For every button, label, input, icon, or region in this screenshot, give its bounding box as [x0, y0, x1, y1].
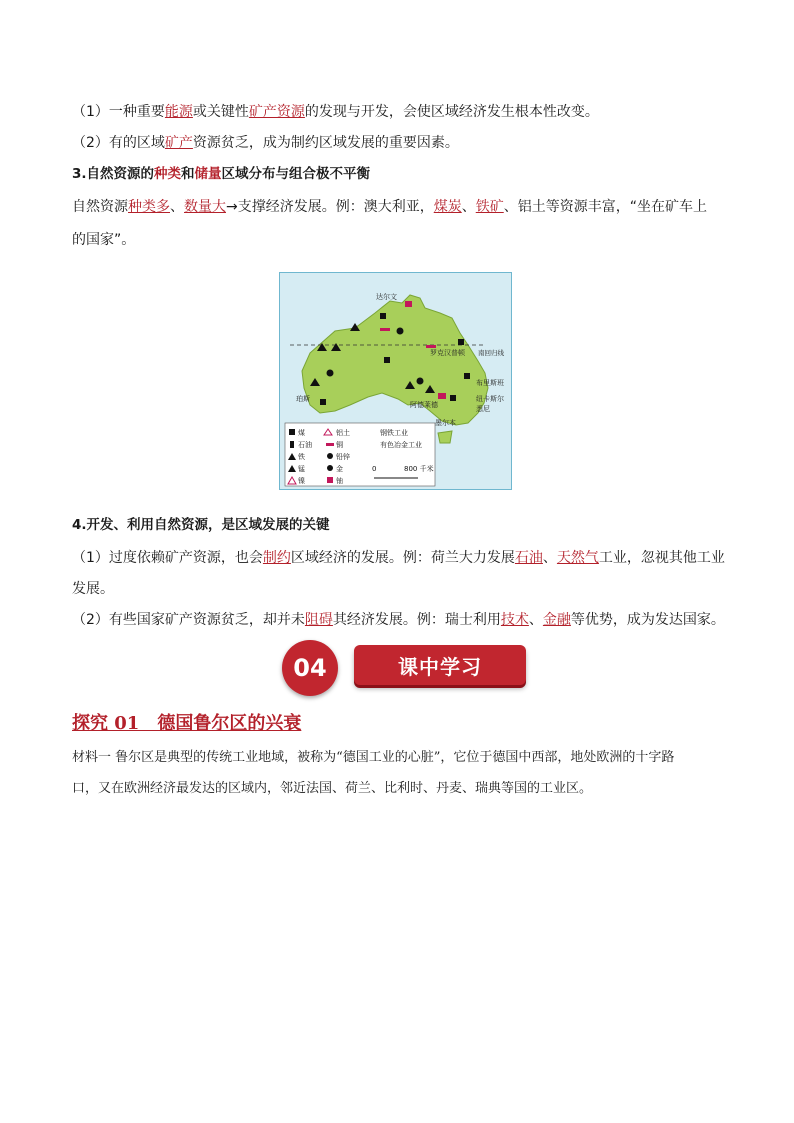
paragraph-netherlands-cont: 发展。 — [72, 581, 114, 597]
keyword: 阻碍 — [304, 612, 333, 628]
keyword: 种类多 — [128, 199, 170, 215]
text: 和 — [181, 166, 195, 182]
keyword: 矿产 — [164, 135, 193, 151]
text: （1）一种重要 — [72, 104, 165, 120]
legend-oil: 石油 — [298, 441, 312, 449]
legend-uranium: 铀 — [336, 477, 343, 485]
keyword: 煤炭 — [433, 199, 462, 215]
text: 其经济发展。例：瑞士利用 — [332, 612, 501, 628]
material-paragraph: 材料一 鲁尔区是典型的传统工业地域，被称为“德国工业的心脏”，它位于德国中西部，地处欧洲的十字路 — [72, 750, 675, 765]
city-label-newcastle: 纽卡斯尔 — [476, 395, 504, 403]
text: 的发现与开发，会使区域经济发生根本性改变。 — [304, 104, 599, 120]
text: （1）过度依赖矿产资源，也会 — [72, 550, 263, 566]
text: 区域分布与组合极不平衡 — [221, 166, 371, 182]
keyword: 制约 — [262, 550, 291, 566]
text: 、 — [542, 550, 557, 566]
legend-nickel: 镍 — [298, 477, 305, 485]
text: 等优势，成为发达国家。 — [570, 612, 725, 628]
text: 或关键性 — [192, 104, 249, 120]
keyword: 储量 — [194, 166, 222, 182]
text: →支撑经济发展。例：澳大利亚， — [226, 199, 434, 215]
material-paragraph-cont: 口，又在欧洲经济最发达的区域内，邻近法国、荷兰、比利时、丹麦、瑞典等国的工业区。 — [72, 781, 593, 796]
text: （2）有的区域 — [72, 135, 165, 151]
text: 3.自然资源的 — [72, 166, 155, 182]
paragraph-netherlands — [72, 549, 725, 567]
city-label-rockhampton: 罗克汉普顿 — [430, 349, 465, 357]
text: 资源贫乏，成为制约区域发展的重要因素。 — [192, 135, 459, 151]
keyword: 种类 — [154, 166, 182, 182]
keyword: 技术 — [500, 612, 529, 628]
section-number-badge: 04 — [282, 640, 338, 696]
text: 自然资源 — [72, 199, 128, 215]
paragraph-energy — [72, 103, 599, 121]
section-title-banner: 课中学习 — [354, 645, 526, 685]
legend-nonferrous: 有色冶金工业 — [380, 441, 422, 449]
city-label-perth: 珀斯 — [296, 395, 310, 403]
legend-steel: 钢铁工业 — [380, 429, 408, 437]
legend-leadzinc: 铅锌 — [336, 453, 350, 461]
legend-gold: 金 — [336, 465, 343, 473]
tropic-label: 南回归线 — [478, 349, 504, 357]
text: （2）有些国家矿产资源贫乏，却并未 — [72, 612, 305, 628]
text: 工业，忽视其他工业 — [598, 550, 725, 566]
text: 区域经济的发展。例：荷兰大力发展 — [290, 550, 515, 566]
australia-resource-map — [279, 272, 512, 490]
legend-manganese: 锰 — [298, 465, 305, 473]
paragraph-australia-cont: 的国家”。 — [72, 232, 136, 248]
section-heading-4: 4.开发、利用自然资源，是区域发展的关键 — [72, 517, 330, 533]
paragraph-scarcity — [72, 134, 459, 152]
text: 、 — [528, 612, 543, 628]
keyword: 铁矿 — [475, 199, 504, 215]
keyword: 石油 — [514, 550, 543, 566]
scale-zero: 0 — [372, 465, 377, 473]
keyword: 能源 — [164, 104, 193, 120]
keyword: 矿产资源 — [248, 104, 305, 120]
city-label-sydney: 悉尼 — [476, 405, 490, 413]
text: 、 — [170, 199, 184, 215]
city-label-brisbane: 布里斯班 — [476, 379, 504, 387]
city-label-darwin: 达尔文 — [376, 293, 397, 301]
map-svg — [280, 273, 512, 490]
legend-bauxite: 铝土 — [336, 429, 350, 437]
paragraph-australia — [72, 198, 707, 216]
city-label-adelaide: 阿德莱德 — [410, 401, 438, 409]
legend-coal: 煤 — [298, 429, 305, 437]
paragraph-switzerland — [72, 611, 725, 629]
text: 、铝土等资源丰富，“坐在矿车上 — [503, 199, 707, 215]
keyword: 金融 — [542, 612, 571, 628]
section-heading-3 — [72, 165, 370, 183]
legend-iron: 铁 — [298, 453, 305, 461]
explore-heading: 探究 01 德国鲁尔区的兴衰 — [72, 713, 302, 734]
text: 、 — [461, 199, 476, 215]
keyword: 天然气 — [556, 550, 599, 566]
scale-distance: 800 千米 — [404, 465, 434, 473]
legend-copper: 铜 — [336, 441, 343, 449]
keyword: 数量大 — [184, 199, 226, 215]
city-label-melbourne: 墨尔本 — [435, 419, 456, 427]
